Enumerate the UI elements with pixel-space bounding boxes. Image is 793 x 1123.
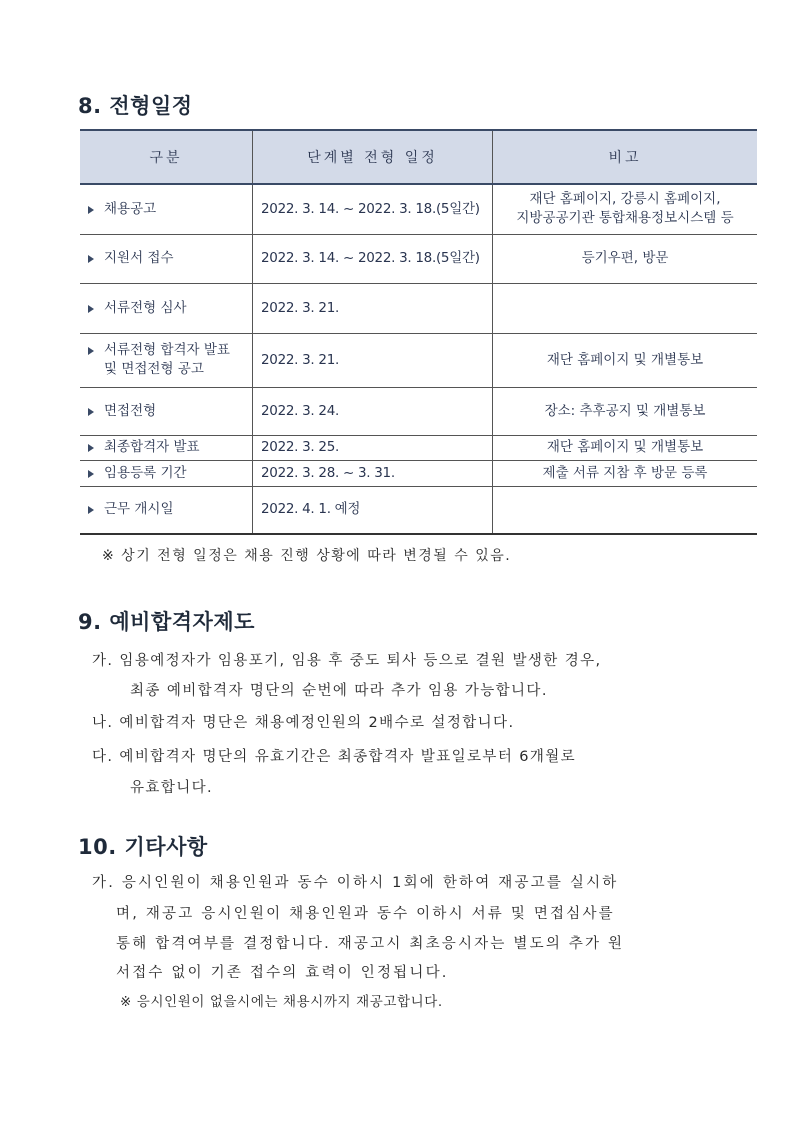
- table-row: [80, 184, 757, 234]
- stage-label: 근무 개시일: [104, 501, 174, 518]
- stage-label: 서류전형 심사: [104, 299, 187, 316]
- bullet-triangle-icon: [88, 206, 94, 214]
- section-8-title: 8. 전형일정: [78, 94, 193, 118]
- section-9-item-b: 나. 예비합격자 명단은 채용예정인원의 2배수로 설정합니다.: [92, 715, 515, 731]
- table-row: [80, 486, 757, 534]
- bullet-triangle-icon: [88, 470, 94, 478]
- section-10-item-a-line3: 통해 합격여부를 결정합니다. 재공고시 최초응시자는 별도의 추가 원: [116, 936, 625, 952]
- table-row: [80, 234, 757, 283]
- section-9-item-c-line1: 다. 예비합격자 명단의 유효기간은 최종합격자 발표일로부터 6개월로: [92, 749, 577, 765]
- stage-note: [493, 283, 758, 333]
- bullet-triangle-icon: [88, 305, 94, 313]
- schedule-note: ※ 상기 전형 일정은 채용 진행 상황에 따라 변경될 수 있음.: [102, 548, 512, 564]
- section-10-note: ※ 응시인원이 없을시에는 채용시까지 재공고합니다.: [120, 994, 443, 1010]
- stage-label: 임용등록 기간: [104, 464, 187, 481]
- section-10-item-a-line4: 서접수 없이 기존 접수의 효력이 인정됩니다.: [116, 965, 449, 981]
- stage-note: 등기우편, 방문: [493, 234, 758, 283]
- header-remarks: 비고: [493, 130, 758, 184]
- bullet-triangle-icon: [88, 347, 94, 355]
- stage-date: 2022. 3. 14. ~ 2022. 3. 18.(5일간): [253, 234, 493, 283]
- bullet-triangle-icon: [88, 444, 94, 452]
- stage-note: 장소: 추후공지 및 개별통보: [493, 387, 758, 435]
- stage-note: 재단 홈페이지 및 개별통보: [493, 435, 758, 460]
- section-10-item-a-line1: 가. 응시인원이 채용인원과 동수 이하시 1회에 한하여 재공고를 실시하: [92, 875, 619, 891]
- section-10-title: 10. 기타사항: [78, 835, 208, 859]
- schedule-table: [80, 129, 757, 535]
- stage-note: 제출 서류 지참 후 방문 등록: [493, 460, 758, 486]
- stage-note: [493, 486, 758, 534]
- bullet-triangle-icon: [88, 255, 94, 263]
- stage-note: 재단 홈페이지 및 개별통보: [493, 333, 758, 387]
- stage-date: 2022. 3. 28. ~ 3. 31.: [253, 460, 493, 486]
- stage-date: 2022. 3. 21.: [253, 283, 493, 333]
- section-9-title: 9. 예비합격자제도: [78, 610, 255, 634]
- table-row: [80, 435, 757, 460]
- stage-label: 채용공고: [104, 200, 157, 217]
- section-9-item-a-line1: 가. 임용예정자가 임용포기, 임용 후 중도 퇴사 등으로 결원 발생한 경우,: [92, 653, 602, 669]
- table-row: [80, 333, 757, 387]
- stage-date: 2022. 3. 25.: [253, 435, 493, 460]
- header-category: 구분: [80, 130, 253, 184]
- stage-date: 2022. 3. 24.: [253, 387, 493, 435]
- stage-label: 지원서 접수: [104, 250, 174, 266]
- stage-label: 면접전형: [104, 402, 157, 419]
- table-header-row: [80, 130, 757, 184]
- stage-label: 최종합격자 발표: [104, 439, 200, 455]
- stage-note: 재단 홈페이지, 강릉시 홈페이지, 지방공공기관 통합채용정보시스템 등: [493, 184, 758, 234]
- table-row: [80, 387, 757, 435]
- section-10-item-a-line2: 며, 재공고 응시인원이 채용인원과 동수 이하시 서류 및 면접심사를: [116, 906, 615, 922]
- section-9-item-a-line2: 최종 예비합격자 명단의 순번에 따라 추가 임용 가능합니다.: [130, 683, 548, 699]
- stage-date: 2022. 4. 1. 예정: [253, 486, 493, 534]
- stage-date: 2022. 3. 21.: [253, 333, 493, 387]
- section-9-item-c-line2: 유효합니다.: [130, 780, 214, 796]
- table-row: [80, 283, 757, 333]
- stage-date: 2022. 3. 14. ~ 2022. 3. 18.(5일간): [253, 184, 493, 234]
- table-row: [80, 460, 757, 486]
- bullet-triangle-icon: [88, 506, 94, 514]
- bullet-triangle-icon: [88, 408, 94, 416]
- header-schedule: 단계별 전형 일정: [253, 130, 493, 184]
- stage-label: 서류전형 합격자 발표 및 면접전형 공고: [104, 342, 230, 377]
